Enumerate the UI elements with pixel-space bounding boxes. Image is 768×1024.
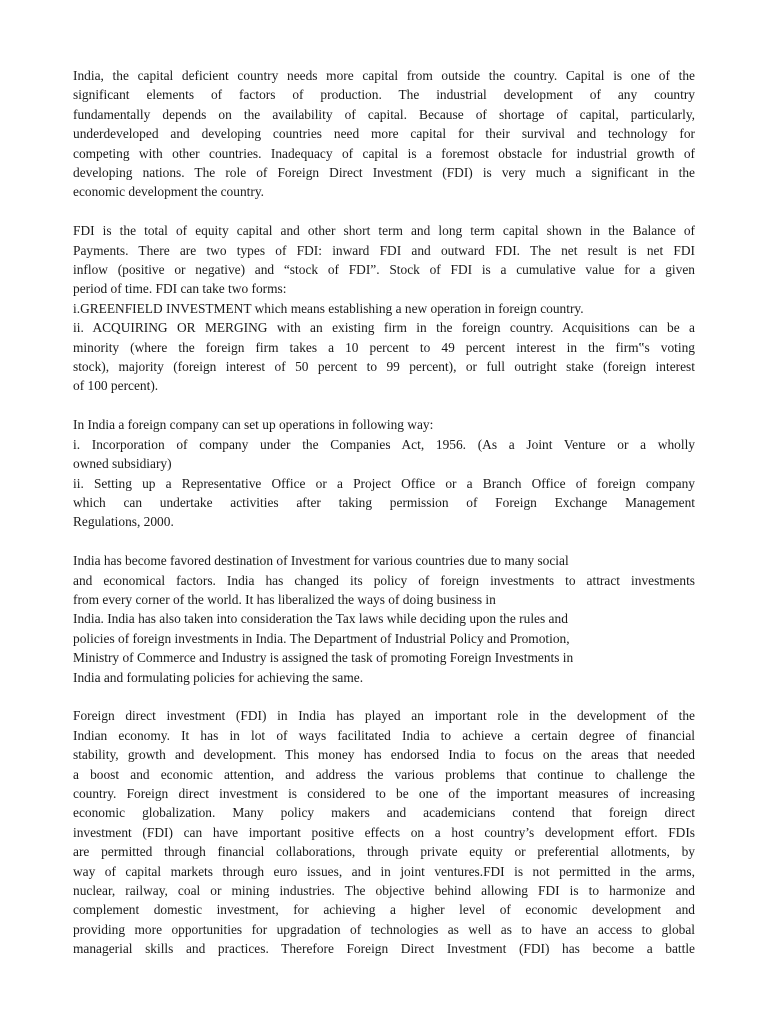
text-line: complement domestic investment, for achieving a higher level of economic development and bbox=[73, 902, 695, 918]
text-line: stability, growth and development. This money has endorsed India to focus on the areas that needed bbox=[73, 747, 695, 763]
text-line: underdeveloped and developing countries need more capital for their survival and technology for bbox=[73, 126, 695, 142]
text-line: i.GREENFIELD INVESTMENT which means establishing a new operation in foreign country. bbox=[73, 300, 584, 316]
paragraph-favored-destination bbox=[73, 551, 695, 687]
text-line: Regulations, 2000. bbox=[73, 514, 174, 530]
text-line: Foreign direct investment (FDI) in India has played an important role in the development of the bbox=[73, 708, 695, 724]
text-line: and economical factors. India has changed its policy of foreign investments to attract investments bbox=[73, 572, 695, 588]
text-line: investment (FDI) can have important positive effects on a host country’s development effort. FDIs bbox=[73, 824, 695, 840]
text-line: ii. ACQUIRING OR MERGING with an existing firm in the foreign country. Acquisitions can be a bbox=[73, 320, 695, 336]
paragraph-fdi-role bbox=[73, 706, 695, 958]
text-line: country. Foreign direct investment is considered to be one of the important measures of increasing bbox=[73, 785, 695, 801]
text-line: India and formulating policies for achieving the same. bbox=[73, 669, 364, 685]
text-line: India has become favored destination of Investment for various countries due to many social bbox=[73, 553, 569, 569]
text-line: competing with other countries. Inadequacy of capital is a foremost obstacle for industrial growth of bbox=[73, 145, 695, 161]
paragraph-fdi-definition bbox=[73, 221, 695, 396]
text-line: managerial skills and practices. Therefore Foreign Direct Investment (FDI) has become a battle bbox=[73, 941, 695, 957]
paragraph-setup-operations bbox=[73, 415, 695, 531]
text-line: economic globalization. Many policy makers and academicians contend that foreign direct bbox=[73, 805, 695, 821]
text-line: from every corner of the world. It has liberalized the ways of doing business in bbox=[73, 591, 496, 607]
text-line: inflow (positive or negative) and “stock of FDI”. Stock of FDI is a cumulative value for a given bbox=[73, 262, 695, 278]
text-line: owned subsidiary) bbox=[73, 456, 172, 472]
text-line: are permitted through financial collaborations, through private equity or preferential allotments, by bbox=[73, 844, 695, 860]
text-line: India, the capital deficient country needs more capital from outside the country. Capital is one of the bbox=[73, 68, 695, 83]
text-line: In India a foreign company can set up operations in following way: bbox=[73, 417, 434, 433]
paragraph-capital-deficiency bbox=[73, 66, 695, 202]
text-line: which can undertake activities after taking permission of Foreign Exchange Management bbox=[73, 494, 695, 510]
text-line: stock), majority (foreign interest of 50 percent to 99 percent), or full outright stake (foreign interest bbox=[73, 359, 695, 375]
text-line: India. India has also taken into consideration the Tax laws while deciding upon the rules and bbox=[73, 611, 568, 627]
text-line: i. Incorporation of company under the Companies Act, 1956. (As a Joint Venture or a wholly bbox=[73, 436, 695, 452]
text-line: developing nations. The role of Foreign Direct Investment (FDI) is very much a significant in the bbox=[73, 165, 695, 181]
text-line: Payments. There are two types of FDI: inward FDI and outward FDI. The net result is net FDI bbox=[73, 242, 695, 258]
text-line: economic development the country. bbox=[73, 184, 264, 200]
text-line: ii. Setting up a Representative Office or a Project Office or a Branch Office of foreign company bbox=[73, 475, 695, 491]
text-line: a boost and economic attention, and address the various problems that continue to challenge the bbox=[73, 766, 695, 782]
document-page bbox=[73, 66, 695, 978]
text-line: way of capital markets through euro issues, and in joint ventures.FDI is not permitted in the arms, bbox=[73, 863, 695, 879]
text-line: nuclear, railway, coal or mining industries. The objective behind allowing FDI is to harmonize and bbox=[73, 883, 695, 898]
text-line: Indian economy. It has in lot of ways facilitated India to achieve a certain degree of financial bbox=[73, 727, 695, 743]
text-line: fundamentally depends on the availability of capital. Because of shortage of capital, particularly, bbox=[73, 106, 695, 122]
text-line: providing more opportunities for upgradation of technologies as well as to have an access to global bbox=[73, 921, 695, 937]
text-line: FDI is the total of equity capital and other short term and long term capital shown in the Balance of bbox=[73, 223, 695, 239]
text-line: minority (where the foreign firm takes a 10 percent to 49 percent interest in the firm‟s voting bbox=[73, 339, 695, 355]
text-line: Ministry of Commerce and Industry is assigned the task of promoting Foreign Investments in bbox=[73, 650, 574, 666]
text-line: significant elements of factors of production. The industrial development of any country bbox=[73, 87, 695, 103]
text-line: period of time. FDI can take two forms: bbox=[73, 281, 287, 297]
text-line: of 100 percent). bbox=[73, 378, 159, 394]
text-line: policies of foreign investments in India. The Department of Industrial Policy and Promotion, bbox=[73, 630, 570, 646]
